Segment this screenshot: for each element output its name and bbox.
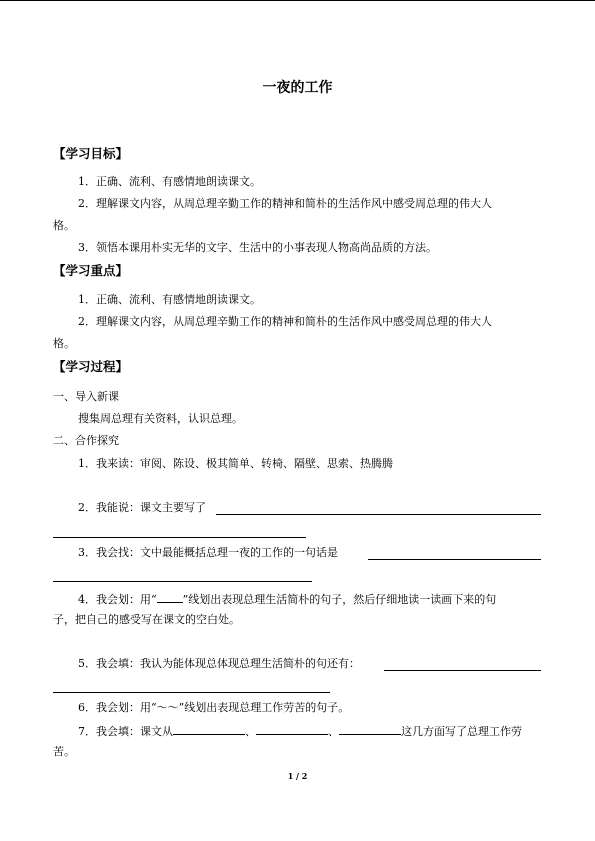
question-7-line-2: 苦。: [53, 745, 75, 758]
goal-item-3: 3．领悟本课用朴实无华的文字、生活中的小事表现人物高尚品质的方法。: [78, 241, 437, 254]
page-title: 一夜的工作: [262, 80, 333, 96]
part1-title: 一、导入新课: [53, 390, 119, 403]
answer-line-q3-a[interactable]: [368, 559, 541, 560]
top-border-line: [0, 0, 595, 1]
question-7-separator-2: 、: [328, 725, 339, 738]
question-7-separator-1: 、: [245, 725, 256, 738]
keypoint-item-1: 1．正确、流利、有感情地朗读课文。: [78, 293, 261, 306]
question-5: [78, 656, 360, 672]
answer-line-q5-b[interactable]: [53, 692, 330, 693]
question-4-line-1: [78, 590, 496, 608]
goal-item-2-line-1: 2．理解课文内容，从周总理辛勤工作的精神和简朴的生活作风中感受周总理的伟大人: [78, 197, 492, 210]
keypoint-item-2-line-2: 格。: [53, 337, 75, 350]
underline-sample: [157, 590, 183, 603]
answer-line-q3-b[interactable]: [53, 581, 312, 582]
answer-line-q2-b[interactable]: [53, 537, 306, 538]
keypoints-heading: 【学习重点】: [53, 263, 129, 278]
question-5-text: 5．我会填：我认为能体现总体现总理生活简朴的句还有：: [78, 657, 360, 670]
question-6: 6．我会划：用“～～”线划出表现总理工作劳苦的句子。: [78, 701, 350, 714]
question-7-text-a: 7．我会填：课文从: [78, 725, 173, 738]
process-heading: 【学习过程】: [53, 359, 129, 374]
question-4-text-b: ”线划出表现总理生活简朴的句子，然后仔细地读一读画下来的句: [182, 593, 497, 606]
answer-line-q5-a[interactable]: [384, 670, 541, 671]
question-1: 1．我来读：审阅、陈设、极其简单、转椅、隔壁、思索、热腾腾: [78, 457, 393, 470]
goal-item-1: 1．正确、流利、有感情地朗读课文。: [78, 175, 261, 188]
part1-text: 搜集周总理有关资料，认识总理。: [78, 412, 243, 425]
answer-blank-q7-1[interactable]: [173, 722, 245, 735]
answer-line-q2-a[interactable]: [216, 514, 541, 515]
page-number: 1 / 2: [287, 771, 308, 781]
question-7-line-1: [78, 722, 522, 740]
question-3: [78, 545, 338, 561]
answer-blank-q7-3[interactable]: [339, 722, 401, 735]
question-4-text-a: 4．我会划：用“: [78, 593, 157, 606]
question-4-line-2: 子，把自己的感受写在课文的空白处。: [53, 613, 240, 626]
question-7-text-b: 这几方面写了总理工作劳: [401, 725, 522, 738]
goals-heading: 【学习目标】: [53, 146, 129, 161]
part2-title: 二、合作探究: [53, 434, 119, 447]
question-2: [78, 500, 206, 516]
answer-blank-q7-2[interactable]: [256, 722, 328, 735]
keypoint-item-2-line-1: 2．理解课文内容，从周总理辛勤工作的精神和简朴的生活作风中感受周总理的伟大人: [78, 315, 492, 328]
question-3-text: 3．我会找：文中最能概括总理一夜的工作的一句话是: [78, 546, 338, 559]
goal-item-2-line-2: 格。: [53, 219, 75, 232]
question-2-text: 2．我能说：课文主要写了: [78, 501, 206, 514]
